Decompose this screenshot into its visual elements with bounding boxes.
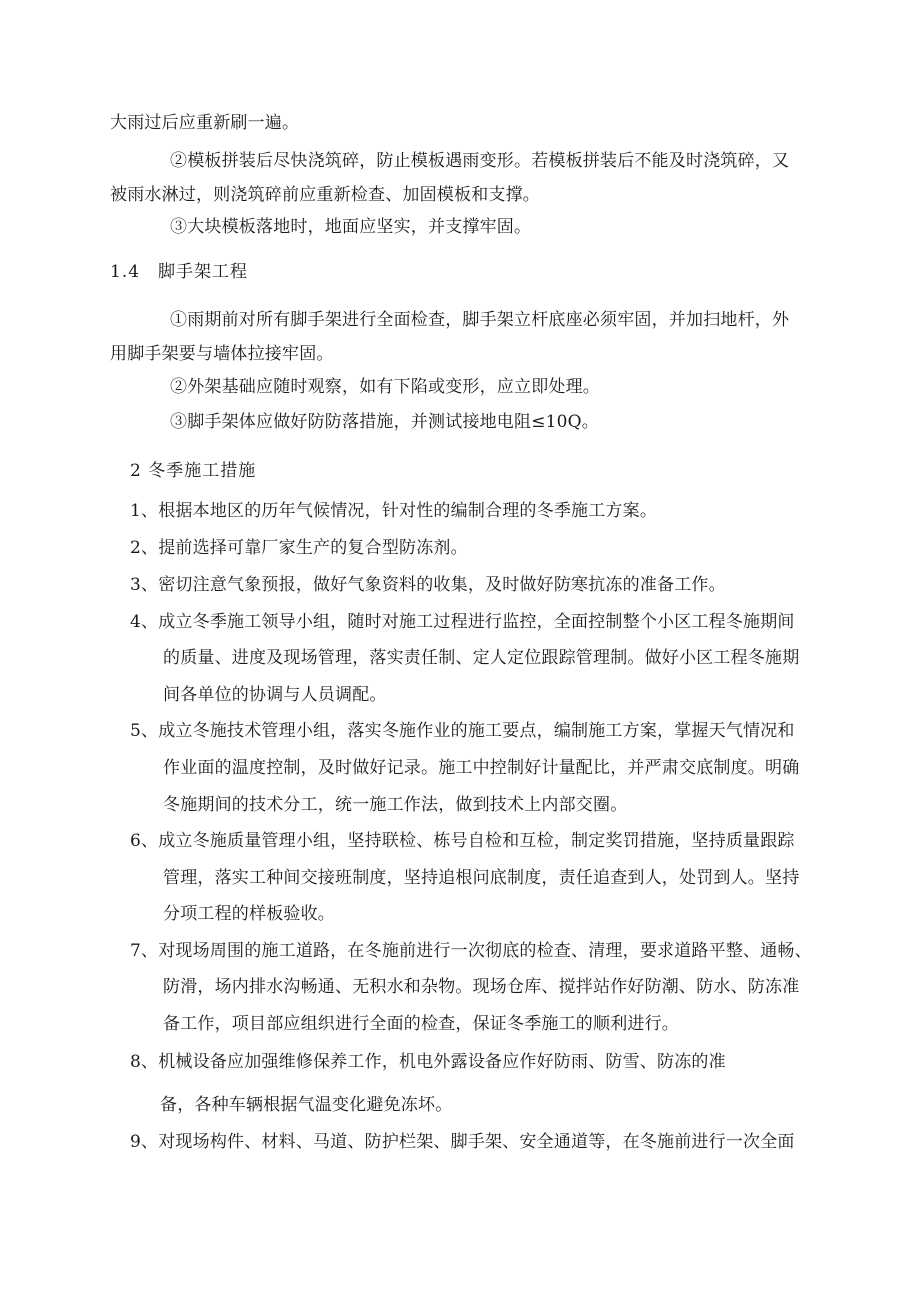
- winter-item-5-line-1: 5、成立冬施技术管理小组，落实冬施作业的施工要点，编制施工方案，掌握天气情况和: [130, 721, 795, 741]
- winter-item-9-line-1: 9、对现场构件、材料、马道、防护栏架、脚手架、安全通道等，在冬施前进行一次全面: [130, 1132, 795, 1152]
- winter-item-8-line-2: 备，各种车辆根据气温变化避免冻坏。: [160, 1095, 453, 1115]
- winter-item-2: 2、提前选择可靠厂家生产的复合型防冻剂。: [130, 538, 468, 558]
- winter-item-7-line-1: 7、对现场周围的施工道路，在冬施前进行一次彻底的检查、清理，要求道路平整、通畅、: [130, 941, 812, 961]
- formwork-item-2-line-1: ②模板拼装后尽快浇筑碎，防止模板遇雨变形。若模板拼装后不能及时浇筑碎，又: [170, 151, 790, 171]
- continuation-text: 大雨过后应重新刷一遍。: [110, 113, 300, 133]
- winter-item-3: 3、密切注意气象预报，做好气象资料的收集，及时做好防寒抗冻的准备工作。: [130, 575, 726, 595]
- winter-item-6-line-1: 6、成立冬施质量管理小组，坚持联检、栋号自检和互检，制定奖罚措施，坚持质量跟踪: [130, 831, 795, 851]
- section-1-4-heading: 1.4 脚手架工程: [110, 262, 249, 282]
- winter-item-6-line-3: 分项工程的样板验收。: [163, 904, 335, 924]
- winter-item-6-line-2: 管理，落实工种间交接班制度，坚持追根问底制度，责任追查到人，处罚到人。坚持: [163, 868, 800, 888]
- winter-item-4-line-3: 间各单位的协调与人员调配。: [163, 685, 387, 705]
- winter-item-4-line-1: 4、成立冬季施工领导小组，随时对施工过程进行监控，全面控制整个小区工程冬施期间: [130, 612, 795, 632]
- scaffold-item-3: ③脚手架体应做好防防落措施，并测试接地电阻≤10Q。: [170, 412, 600, 432]
- winter-item-1: 1、根据本地区的历年气候情况，针对性的编制合理的冬季施工方案。: [130, 501, 658, 521]
- winter-item-5-line-3: 冬施期间的技术分工，统一施工作法，做到技术上内部交圈。: [163, 795, 628, 815]
- formwork-item-3: ③大块模板落地时，地面应坚实，并支撑牢固。: [170, 217, 532, 237]
- scaffold-item-1-line-1: ①雨期前对所有脚手架进行全面检查，脚手架立杆底座必须牢固，并加扫地杆，外: [170, 310, 790, 330]
- winter-item-5-line-2: 作业面的温度控制，及时做好记录。施工中控制好计量配比，并严肃交底制度。明确: [163, 758, 800, 778]
- scaffold-item-2: ②外架基础应随时观察，如有下陷或变形，应立即处理。: [170, 377, 600, 397]
- winter-item-4-line-2: 的质量、进度及现场管理，落实责任制、定人定位跟踪管理制。做好小区工程冬施期: [163, 648, 800, 668]
- winter-item-7-line-3: 备工作，项目部应组织进行全面的检查，保证冬季施工的顺利进行。: [163, 1014, 679, 1034]
- section-2-heading: 2 冬季施工措施: [130, 461, 257, 481]
- scaffold-item-1-line-2: 用脚手架要与墙体拉接牢固。: [110, 344, 334, 364]
- winter-item-8-line-1: 8、机械设备应加强维修保养工作，机电外露设备应作好防雨、防雪、防冻的准: [130, 1052, 726, 1072]
- formwork-item-2-line-2: 被雨水淋过，则浇筑碎前应重新检查、加固模板和支撑。: [110, 185, 540, 205]
- winter-item-7-line-2: 防滑，场内排水沟畅通、无积水和杂物。现场仓库、搅拌站作好防潮、防水、防冻准: [163, 977, 800, 997]
